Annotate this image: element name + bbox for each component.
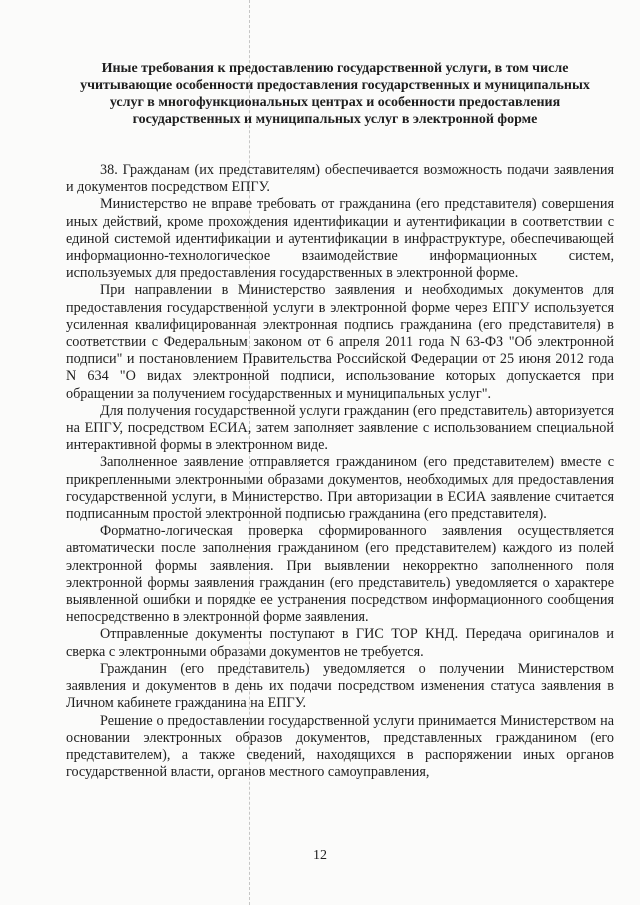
document-body bbox=[66, 162, 614, 781]
paragraph: Заполненное заявление отправляется гражданином (его представителем) вместе с прикрепленными электронными образами документов, необходимых для предоставления государственной услуги, в Министерство. При авторизации в ЕСИА заявление считается подписанным простой электронной подписью гражданина (его представителя). bbox=[66, 454, 614, 523]
paragraph: Отправленные документы поступают в ГИС ТОР КНД. Передача оригиналов и сверка с электронными образами документов не требуется. bbox=[66, 626, 614, 660]
paragraph: Для получения государственной услуги гражданин (его представитель) авторизуется на ЕПГУ, посредством ЕСИА, затем заполняет заявление с использованием специальной интерактивной формы в электронном виде. bbox=[66, 402, 614, 454]
section-heading: Иные требования к предоставлению государственной услуги, в том числе учитывающие особенности предоставления государственных и муниципальных услуг в многофункциональных центрах и особенности предоставления государственных и муниципальных услуг в электронной форме bbox=[80, 61, 590, 127]
paragraph: Решение о предоставлении государственной услуги принимается Министерством на основании электронных образов документов, представленных гражданином (его представителем), а также сведений, находящихся в распоряжении иных органов государственной власти, органов местного самоуправления, bbox=[66, 712, 614, 781]
paragraph: При направлении в Министерство заявления и необходимых документов для предоставления государственной услуги в электронной форме через ЕПГУ используется усиленная квалифицированная электронная подпись гражданина (его представителя) в соответствии с Федеральным законом от 6 апреля 2011 года N 63-ФЗ "Об электронной подписи" и постановлением Правительства Российской Федерации от 25 июня 2012 года N 634 "О видах электронной подписи, использование которых допускается при обращении за получением государственных и муниципальных услуг". bbox=[66, 282, 614, 402]
paragraph: Гражданин (его представитель) уведомляется о получении Министерством заявления и документов в день их подачи посредством изменения статуса заявления в Личном кабинете гражданина на ЕПГУ. bbox=[66, 660, 614, 712]
page-number: 12 bbox=[313, 848, 327, 863]
paragraph: Форматно-логическая проверка сформированного заявления осуществляется автоматически после заполнения гражданином (его представителем) каждого из полей электронной формы заявления. При выявлении некорректно заполненного поля электронной формы заявления гражданин (его представитель) уведомляется о характере выявленной ошибки и порядке ее устранения посредством информационного сообщения непосредственно в электронной форме заявления. bbox=[66, 523, 614, 626]
paragraph: 38. Гражданам (их представителям) обеспечивается возможность подачи заявления и документов посредством ЕПГУ. bbox=[66, 162, 614, 196]
paragraph: Министерство не вправе требовать от гражданина (его представителя) совершения иных действий, кроме прохождения идентификации и аутентификации в соответствии с единой системой идентификации и аутентификации в инфраструктуре, обеспечивающей информационно-технологическое взаимодействие информационных систем, используемых для предоставления государственных в электронной форме. bbox=[66, 196, 614, 282]
